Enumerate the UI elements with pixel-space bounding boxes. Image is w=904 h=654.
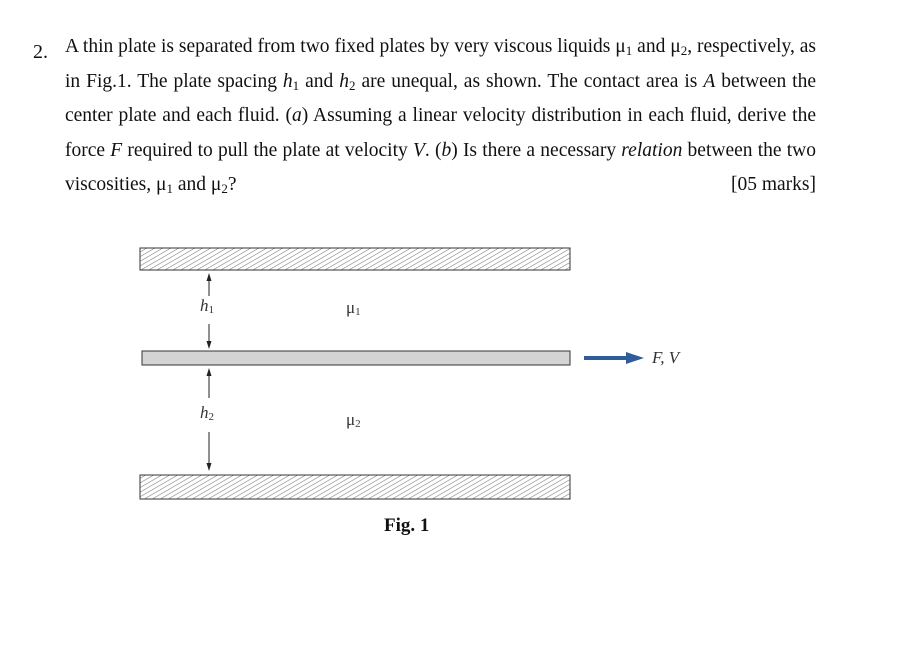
question-text-segment: h — [339, 70, 350, 92]
question-text-segment: 2 — [349, 77, 356, 93]
question-text-segment: A thin plate is separated from two fixed plates by very viscous liquids μ — [65, 36, 626, 57]
question-text-segment: A — [703, 70, 716, 92]
fluid2-viscosity-label: $\mu_2$ — [346, 410, 361, 430]
question-text-segment: 1 — [292, 77, 300, 93]
question-text-segment: and μ — [632, 36, 681, 57]
question-text-segment: 2 — [680, 43, 688, 58]
force-arrow — [584, 352, 644, 364]
figure-caption: Fig. 1 — [384, 515, 430, 536]
question-number: 2. — [33, 41, 48, 63]
question-text-segment: b — [441, 139, 452, 161]
question-text-segment: ? — [227, 174, 237, 195]
center-moving-plate — [142, 351, 570, 365]
question-text-segment: and μ — [172, 174, 222, 195]
question-text-segment: , respectively, as in Fig.1. The plate spacing — [65, 36, 816, 92]
question-text-segment: and — [299, 70, 340, 92]
question-text-segment: between the two viscosities, μ — [65, 139, 817, 195]
fluid1-viscosity-label: $\mu_1$ — [346, 298, 361, 318]
question-text-segment: ) Assuming a linear velocity distribution in each fluid, derive the force — [65, 105, 816, 161]
force-velocity-label: F, V — [652, 348, 680, 367]
question-text-segment: required to pull the plate at velocity — [122, 139, 413, 161]
question-text-segment: . ( — [424, 139, 442, 161]
gap1-label: $h_1$ — [200, 296, 214, 316]
bottom-fixed-plate — [140, 475, 570, 499]
question-text-segment: V — [412, 139, 425, 161]
question-text-segment: are unequal, as shown. The contact area is — [355, 70, 704, 92]
question-text-segment: 2 — [221, 181, 228, 196]
question-text-segment: 1 — [166, 181, 173, 196]
question-text-segment: F — [110, 139, 123, 161]
marks-label: [05 marks] — [730, 174, 816, 195]
question-text-segment: h — [282, 70, 293, 92]
question-text-segment: a — [292, 105, 302, 126]
question-text-segment: between the center plate and each fluid. ( — [65, 70, 816, 126]
question-text-segment: 1 — [625, 43, 633, 58]
question-text-segment: ) Is there a necessary — [451, 139, 622, 161]
gap2-label: $h_2$ — [200, 403, 214, 423]
question-text-segment: relation — [621, 139, 683, 161]
top-fixed-plate — [140, 248, 570, 270]
